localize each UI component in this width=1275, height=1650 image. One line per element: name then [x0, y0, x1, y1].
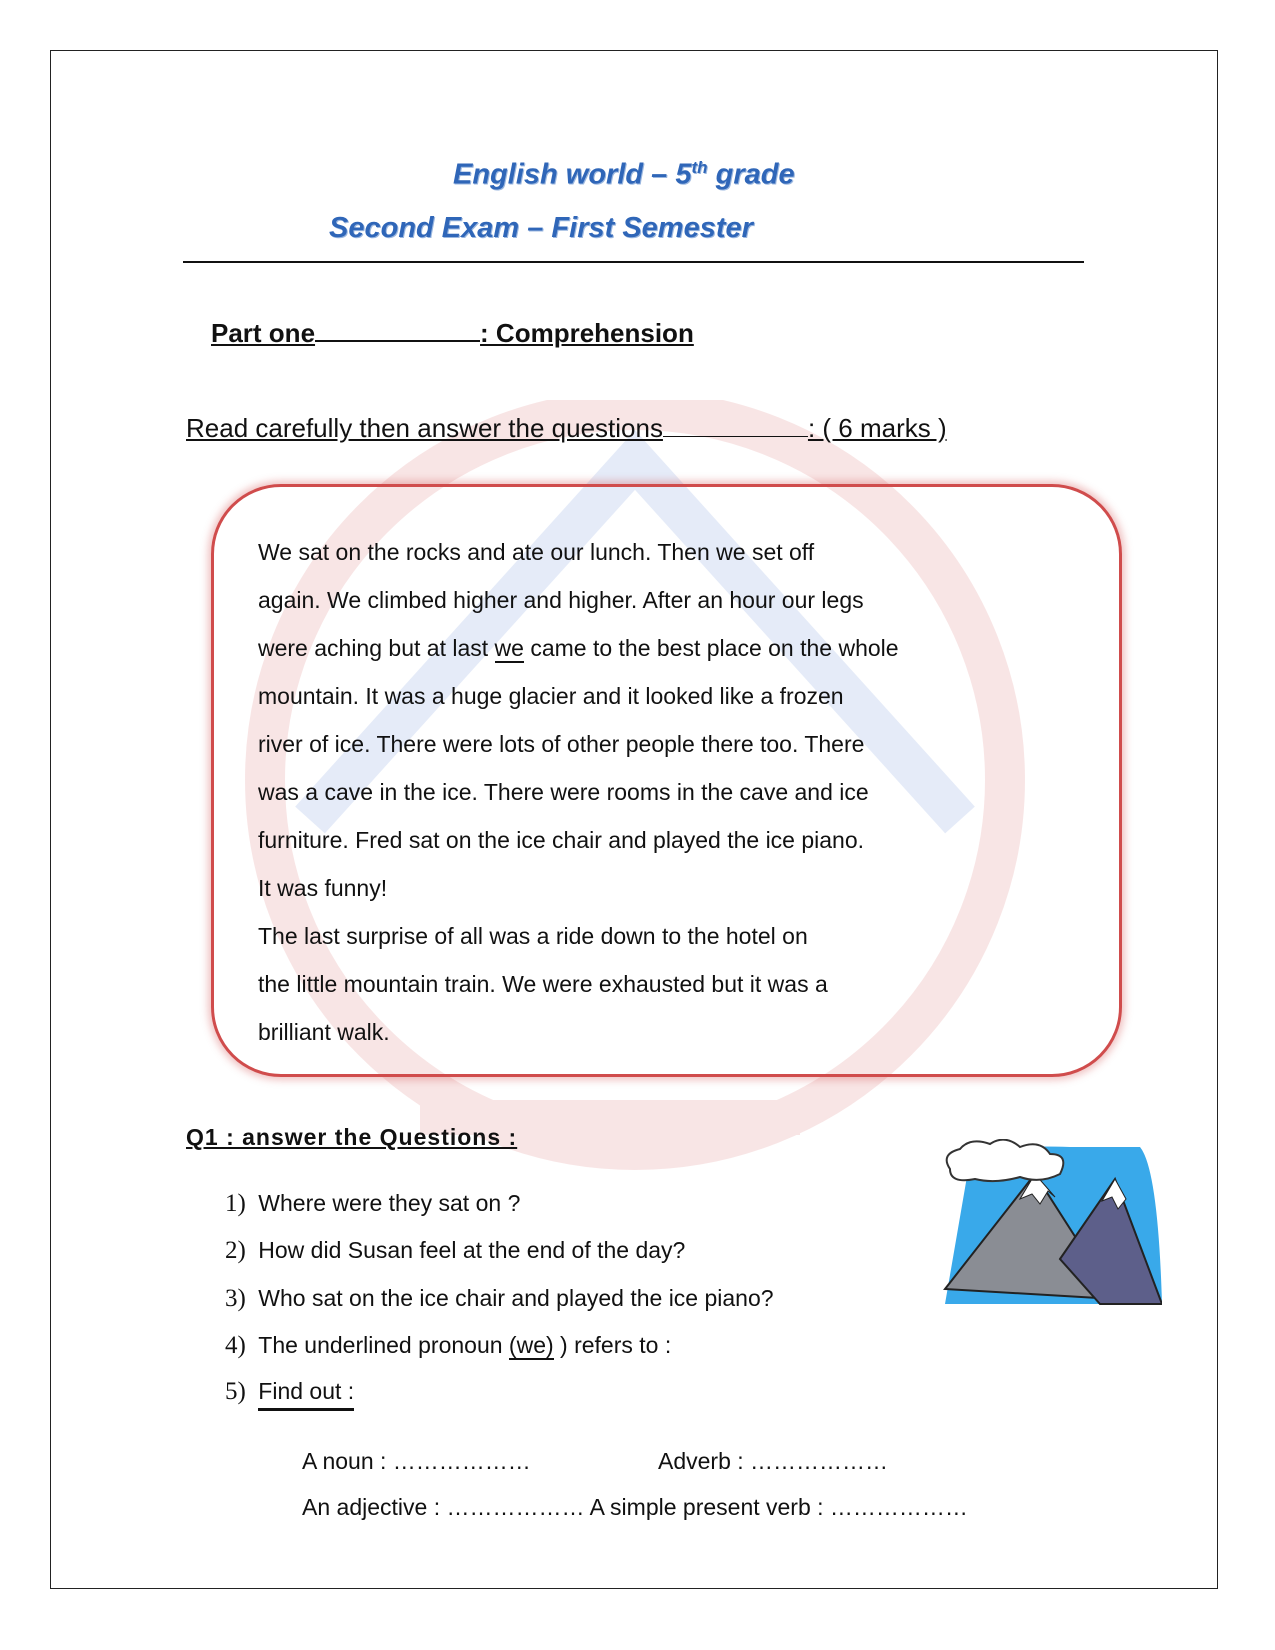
- underlined-pronoun: we: [494, 635, 524, 661]
- passage-line: again. We climbed higher and higher. After an hour our legs: [258, 587, 864, 613]
- passage-line: the little mountain train. We were exhausted but it was a: [258, 971, 828, 997]
- question-5: 5) Find out :: [225, 1378, 354, 1406]
- passage-line: were aching but at last we came to the best place on the whole: [258, 635, 899, 661]
- passage-line: We sat on the rocks and ate our lunch. Then we set off: [258, 539, 815, 565]
- question-4: 4) The underlined pronoun (we) ) refers to :: [225, 1332, 672, 1359]
- part-heading: Part one : Comprehension: [211, 318, 694, 348]
- instruction: Read carefully then answer the questions : ( 6 marks ): [186, 413, 947, 443]
- find-adverb: Adverb : ………………: [658, 1448, 889, 1474]
- header-divider: [183, 261, 1084, 263]
- passage-line: It was funny!: [258, 875, 388, 901]
- question-2: 2) How did Susan feel at the end of the day?: [225, 1237, 686, 1264]
- passage-line: was a cave in the ice. There were rooms in the cave and ice: [258, 779, 869, 805]
- mountain-illustration: [940, 1139, 1162, 1309]
- exam-title: English world – 5th grade: [453, 158, 795, 191]
- passage-line: brilliant walk.: [258, 1019, 390, 1045]
- passage-line: river of ice. There were lots of other people there too. There: [258, 731, 865, 757]
- passage-line: mountain. It was a huge glacier and it looked like a frozen: [258, 683, 844, 709]
- reading-passage: [258, 528, 899, 1056]
- passage-line: furniture. Fred sat on the ice chair and played the ice piano.: [258, 827, 865, 853]
- exam-subtitle: Second Exam – First Semester: [329, 212, 753, 244]
- q1-heading: Q1 : answer the Questions :: [186, 1124, 518, 1150]
- find-noun: A noun : ………………: [302, 1448, 531, 1474]
- question-1: 1) Where were they sat on ?: [225, 1190, 521, 1217]
- question-3: 3) Who sat on the ice chair and played the ice piano?: [225, 1285, 774, 1312]
- find-adjective-verb: An adjective : ……………… A simple present verb : ………………: [302, 1494, 968, 1520]
- passage-line: The last surprise of all was a ride down to the hotel on: [258, 923, 808, 949]
